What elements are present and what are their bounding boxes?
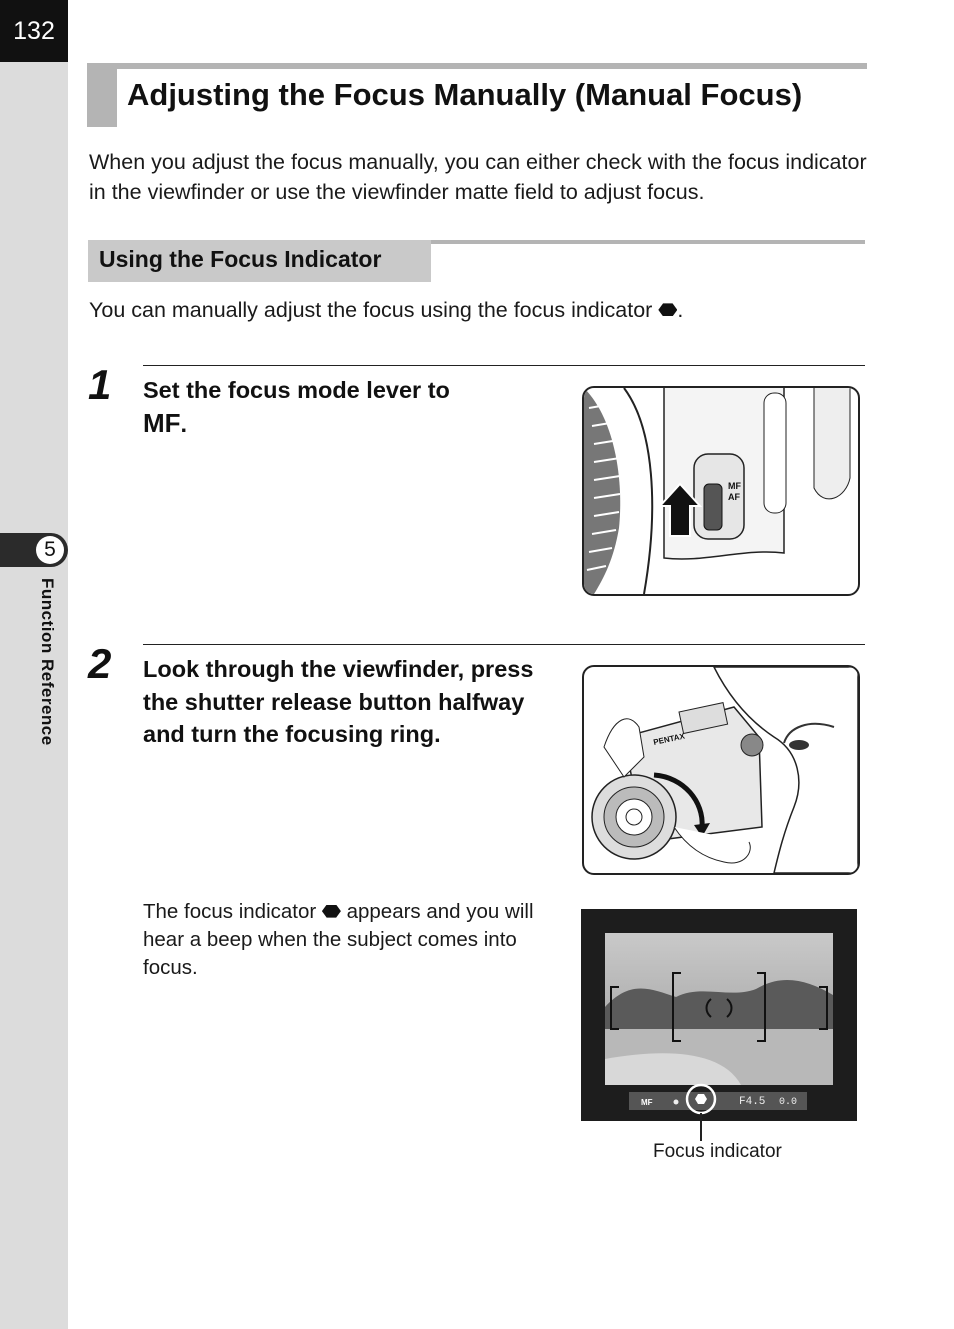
subsection-intro-text: You can manually adjust the focus using the focus indicator (89, 298, 659, 322)
step-1-line: Set the focus mode lever to (143, 377, 450, 403)
page-number: 132 (0, 0, 68, 62)
lens-lever-drawing (584, 388, 858, 594)
step-2-rule (143, 644, 865, 645)
lever-label-mf: MF (728, 481, 741, 491)
sidebar (0, 0, 68, 1329)
title-rule (87, 63, 867, 69)
focus-indicator-icon (322, 905, 341, 918)
viewfinder-drawing (581, 909, 857, 1121)
focus-indicator-icon (658, 303, 677, 316)
step-1-text (143, 374, 543, 440)
subsection-intro-end: . (677, 298, 684, 322)
caption-leader-line (700, 1113, 702, 1141)
vf-mode: MF (641, 1098, 653, 1107)
camera-brand: PENTAX (652, 731, 686, 747)
body-grip-slot (764, 393, 786, 513)
eye (789, 740, 809, 750)
focus-mode-lever[interactable] (704, 484, 722, 530)
step-2-number: 2 (88, 640, 112, 687)
camera-handling-drawing (584, 667, 858, 873)
lens-glass (616, 799, 652, 835)
vf-aperture: F4.5 (739, 1096, 766, 1108)
note-text-end: appears and you will hear a beep when the subject comes into focus. (143, 900, 534, 979)
vf-ev: 0.0 (779, 1097, 798, 1108)
chapter-title: Function Reference (38, 578, 57, 746)
step-1-number: 1 (88, 361, 112, 408)
page-title: Adjusting the Focus Manually (Manual Focus) (127, 77, 803, 112)
step-1-rule (143, 365, 865, 366)
focus-indicator-caption: Focus indicator (653, 1141, 782, 1162)
step-2-text: Look through the viewfinder, press the shutter release button halfway and turn the focusing ring. (143, 656, 534, 747)
subsection-intro (89, 296, 683, 324)
focus-note (143, 898, 543, 982)
viewfinder-illustration (581, 909, 857, 1121)
step-1-end: . (180, 410, 188, 437)
vf-flash-dot (674, 1100, 679, 1105)
subsection-title: Using the Focus Indicator (99, 246, 382, 272)
section-intro: When you adjust the focus manually, you can either check with the focus indicator in the viewfinder or use the viewfinder matte field to adjust focus. (89, 150, 867, 204)
mode-dial (741, 734, 763, 756)
lens-barrel-edge (624, 388, 652, 594)
chapter-number: 5 (36, 536, 64, 564)
camera-handling-illustration (582, 665, 860, 875)
lens-lever-illustration (582, 386, 860, 596)
lever-label-af: AF (728, 492, 740, 502)
mf-symbol: MF (143, 407, 181, 438)
body-side (814, 388, 850, 499)
title-block (87, 63, 117, 127)
note-text-start: The focus indicator (143, 900, 322, 923)
section-title-bar (87, 63, 867, 127)
lens-ring-shade (584, 388, 620, 594)
